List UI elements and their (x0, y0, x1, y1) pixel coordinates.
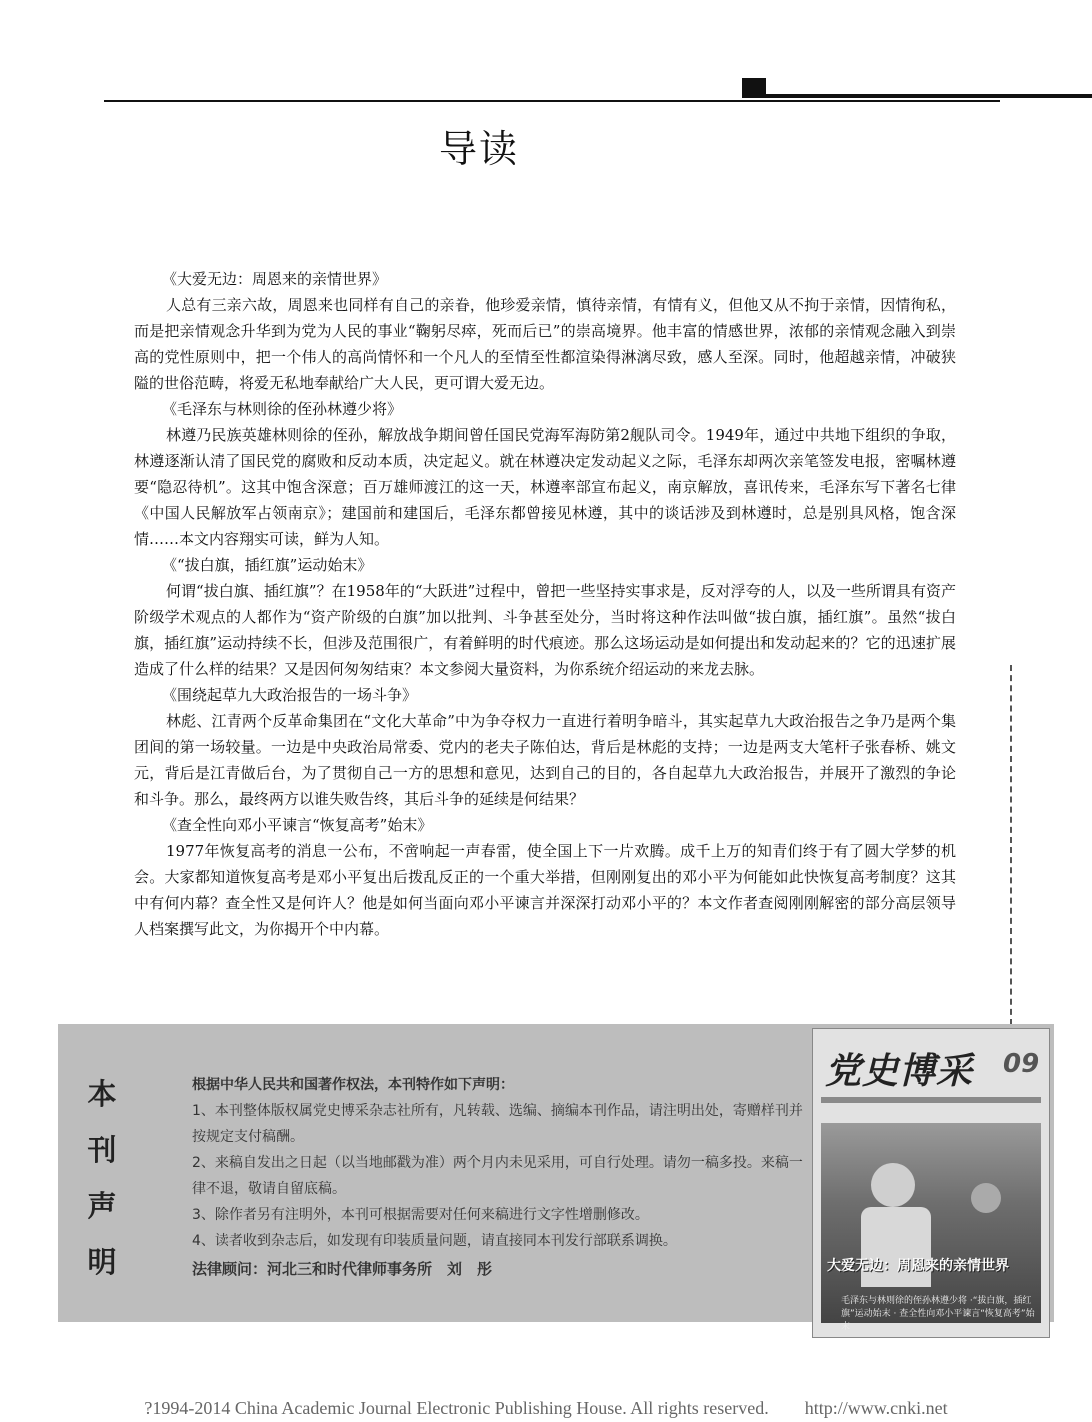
notice-item: 1、本刊整体版权属党史博采杂志社所有，凡转载、选编、摘编本刊作品，请注明出处，寄赠样刊并按规定支付稿酬。 (192, 1103, 803, 1145)
notice-lead: 根据中华人民共和国著作权法，本刊特作如下声明： (192, 1077, 514, 1093)
article-heading: 《围绕起草九大政治报告的一场斗争》 (162, 686, 418, 704)
notice-item: 4、读者收到杂志后，如发现有印装质量问题，请直接同本刊发行部联系调换。 (192, 1233, 677, 1249)
cover-photo (821, 1123, 1041, 1332)
article-summary: 1977年恢复高考的消息一公布，不啻响起一声春雷，使全国上下一片欢腾。成千上万的知青们终于有了圆大学梦的机会。大家都知道恢复高考是邓小平复出后拨乱反正的一个重大举措，但刚刚复出的邓小平为何能如此快恢复高考制度？这其中有何内幕？查全性又是何许人？他是如何当面向邓小平谏言并深深打动邓小平的？本文作者查阅刚刚解密的部分高层领导人档案撰写此文，为你揭开个中内幕。 (134, 842, 956, 938)
page-title: 导读 (438, 127, 519, 171)
cover-figure-head (871, 1163, 915, 1207)
notice-label-char: 声 (87, 1189, 117, 1223)
margin-dashed-line (1010, 665, 1012, 1025)
header-rule (104, 100, 1000, 102)
cover-figure-body (861, 1207, 931, 1287)
cover-strip (821, 1097, 1041, 1103)
notice-item: 2、来稿自发出之日起（以当地邮戳为准）两个月内未见采用，可自行处理。请勿一稿多投。来稿一律不退，敬请自留底稿。 (192, 1155, 803, 1197)
article-heading: 《“拔白旗，插红旗”运动始末》 (162, 556, 373, 574)
cover-title: 党史博采 (825, 1050, 974, 1092)
article-summary: 林彪、江青两个反革命集团在“文化大革命”中为争夺权力一直进行着明争暗斗，其实起草九大政治报告之争乃是两个集团间的第一场较量。一边是中央政治局常委、党内的老夫子陈伯达，背后是林彪的支持；一边是两支大笔杆子张春桥、姚文元，背后是江青做后台，为了贯彻自己一方的思想和意见，达到自己的目的，各自起草九大政治报告，并展开了激烈的争论和斗争。那么，最终两方以谁失败告终，其后斗争的延续是何结果？ (134, 712, 956, 808)
article-heading: 《查全性向邓小平谏言“恢复高考”始末》 (162, 816, 433, 834)
notice-item: 3、除作者另有注明外，本刊可根据需要对任何来稿进行文字性增删修改。 (192, 1207, 649, 1223)
notice-text (192, 1072, 812, 1282)
notice-label-char: 本 (87, 1077, 117, 1111)
article-summary: 林遵乃民族英雄林则徐的侄孙，解放战争期间曾任国民党海军海防第2舰队司令。1949年，通过中共地下组织的争取，林遵逐渐认清了国民党的腐败和反动本质，决定起义。就在林遵决定发动起义之际，毛泽东却两次亲笔签发电报，密嘱林遵要“隐忍待机”。这其中饱含深意；百万雄师渡江的这一天，林遵率部宣布起义，南京解放，喜讯传来，毛泽东写下著名七律《中国人民解放军占领南京》；建国前和建国后，毛泽东都曾接见林遵，其中的谈话涉及到林遵时，总是别具风格，饱含深情……本文内容翔实可读，鲜为人知。 (134, 426, 956, 548)
article-summary: 人总有三亲六故，周恩来也同样有自己的亲眷，他珍爱亲情，慎待亲情，有情有义，但他又从不拘于亲情，因情徇私，而是把亲情观念升华到为党为人民的事业“鞠躬尽瘁，死而后已”的崇高境界。他丰富的情感世界，浓郁的亲情观念融入到崇高的党性原则中，把一个伟人的高尚情怀和一个凡人的至情至性都渲染得淋漓尽致，感人至深。同时，他超越亲情，冲破狭隘的世俗范畴，将爱无私地奉献给广大人民，更可谓大爱无边。 (134, 296, 956, 392)
cover-figure-background (971, 1183, 1001, 1213)
copyright-footer: ?1994-2014 China Academic Journal Electronic Publishing House. All rights reserved. http://www.cnki.net (144, 1398, 948, 1418)
notice-label (80, 1066, 124, 1290)
article-heading: 《大爱无边：周恩来的亲情世界》 (162, 270, 388, 288)
header-rule-thick (742, 94, 1092, 98)
magazine-cover (812, 1028, 1050, 1338)
notice-label-char: 明 (87, 1245, 117, 1279)
article-list (134, 266, 956, 942)
article-heading: 《毛泽东与林则徐的侄孙林遵少将》 (162, 400, 403, 418)
cover-issue-number: 09 (1003, 1049, 1040, 1079)
article-summary: 何谓“拔白旗、插红旗”？在1958年的“大跃进”过程中，曾把一些坚持实事求是，反对浮夸的人，以及一些所谓具有资产阶级学术观点的人都作为“资产阶级的白旗”加以批判、斗争甚至处分，当时将这种作法叫做“拔白旗，插红旗”。虽然“拔白旗，插红旗”运动持续不长，但涉及范围很广，有着鲜明的时代痕迹。那么这场运动是如何提出和发动起来的？它的迅速扩展造成了什么样的结果？又是因何匆匆结束？本文参阅大量资料，为你系统介绍运动的来龙去脉。 (134, 582, 956, 678)
legal-advisor: 法律顾问：河北三和时代律师事务所 刘 彤 (192, 1260, 493, 1278)
notice-label-char: 刊 (87, 1133, 117, 1167)
cover-headline: 大爱无边：周恩来的亲情世界 (827, 1258, 1009, 1274)
cover-subline: 毛泽东与林则徐的侄孙林遵少将 ·“拔白旗，插红旗”运动始末 · 查全性向邓小平谏言“恢复高考”始末 (841, 1296, 1035, 1332)
